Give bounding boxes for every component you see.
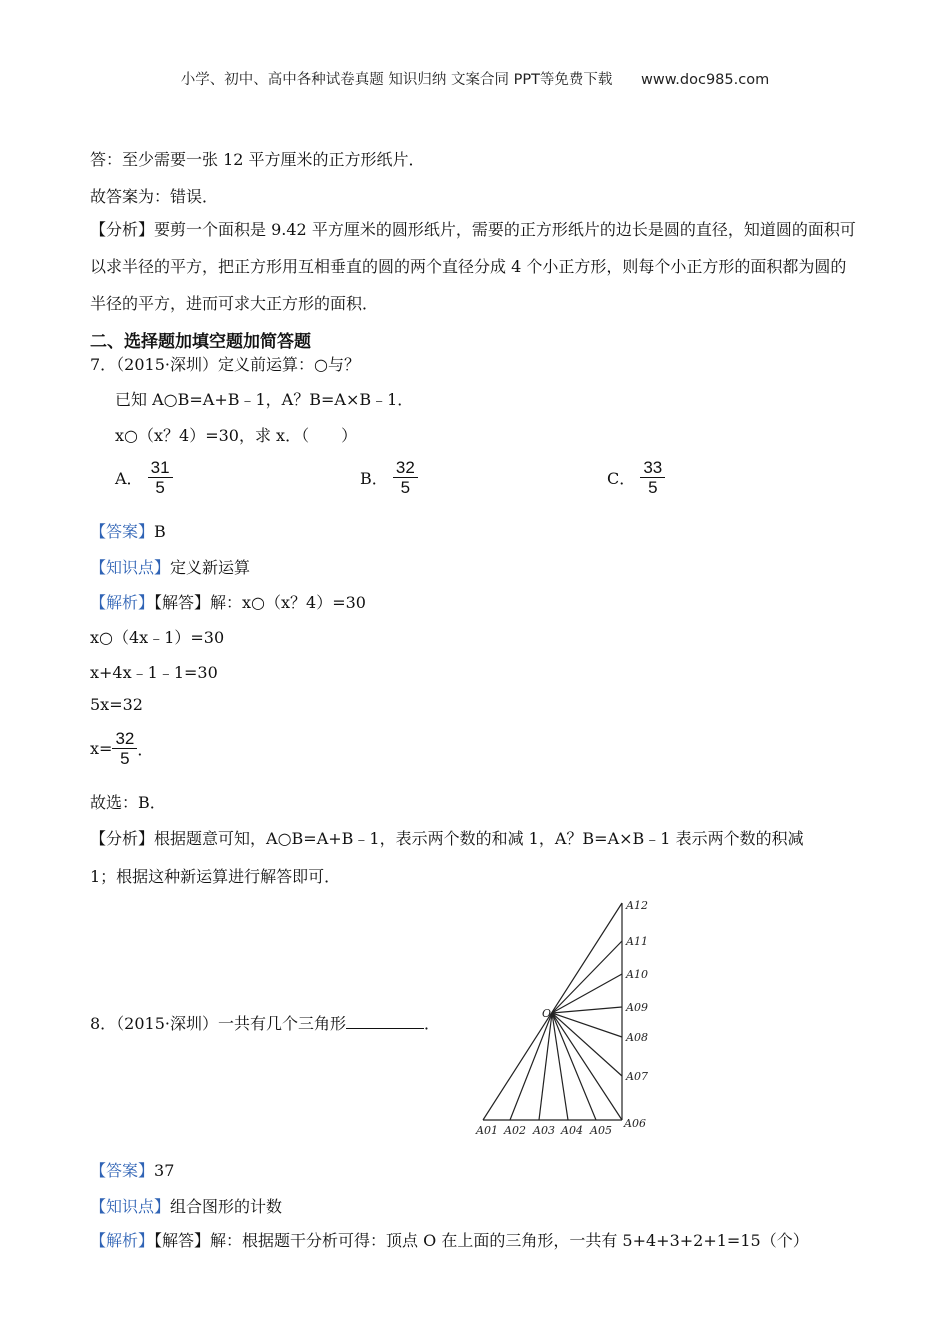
q7-option-b-label: B． xyxy=(360,469,388,488)
label-a01: A01 xyxy=(476,1124,498,1137)
q7-option-c-label: C． xyxy=(607,469,636,488)
q7-step-1: x○（4x﹣1）=30 xyxy=(90,628,225,647)
ray-o-a08 xyxy=(552,1013,622,1037)
label-a10: A10 xyxy=(626,968,648,981)
q7-given: 已知 A○B=A+B﹣1，A？B=A×B﹣1． xyxy=(115,390,414,409)
q7-option-a-label: A． xyxy=(115,469,143,488)
q7-result-den: 5 xyxy=(120,749,130,768)
q7-result xyxy=(90,729,153,768)
q7-analysis-tag: 【分析】 xyxy=(90,829,155,848)
q7-solution-line xyxy=(90,590,366,613)
q8-solution-line xyxy=(90,1228,809,1251)
q7-result-suffix: ． xyxy=(137,740,154,759)
ray-o-a04 xyxy=(552,1013,568,1120)
label-a09: A09 xyxy=(626,1001,648,1014)
q7-result-prefix: x= xyxy=(90,739,113,758)
label-a06: A06 xyxy=(624,1117,646,1130)
label-a03: A03 xyxy=(533,1124,555,1137)
prev-answer-line: 答：至少需要一张 12 平方厘米的正方形纸片． xyxy=(90,150,425,169)
q7-option-b-den: 5 xyxy=(400,478,411,497)
q8-jx-tag: 【解析】 xyxy=(90,1231,155,1250)
q7-option-a-num: 31 xyxy=(148,458,173,478)
q8-title-text: 8．（2015·深圳）一共有几个三角形 xyxy=(90,1014,346,1033)
prev-conclusion: 故答案为：错误． xyxy=(90,187,219,206)
prev-analysis-tag: 【分析】 xyxy=(90,220,155,239)
q7-step-2: x+4x﹣1﹣1=30 xyxy=(90,663,218,682)
q7-option-b-num: 32 xyxy=(393,458,418,478)
q7-choose: 故选：B． xyxy=(90,793,166,812)
ray-o-a10 xyxy=(552,974,622,1013)
q8-knowledge-point xyxy=(90,1194,282,1217)
q7-analysis-text-1: 根据题意可知，A○B=A+B﹣1，表示两个数的和减 1，A？B=A×B﹣1 表示两个数的积减 xyxy=(154,829,804,848)
q7-option-c[interactable] xyxy=(607,458,665,497)
q8-answer-value: 37 xyxy=(154,1161,175,1180)
q7-option-b[interactable] xyxy=(360,458,418,497)
q8-answer-blank[interactable] xyxy=(346,1014,424,1029)
label-a05: A05 xyxy=(590,1124,612,1137)
ray-o-a09 xyxy=(552,1007,622,1013)
q7-option-a-den: 5 xyxy=(155,478,165,497)
q8-answer-tag: 【答案】 xyxy=(90,1161,155,1180)
header-url[interactable]: www.doc985.com xyxy=(641,72,770,88)
q7-result-fraction xyxy=(112,729,137,768)
q8-kp-tag: 【知识点】 xyxy=(90,1197,171,1216)
q8-jd-tag: 【解答】 xyxy=(154,1231,211,1250)
q8-title xyxy=(90,1011,440,1034)
q8-triangle-figure xyxy=(462,893,662,1138)
q7-question: x○（x？4）=30，求 x．（ ） xyxy=(115,426,358,445)
label-a02: A02 xyxy=(504,1124,526,1137)
q7-jx-first: 解：x○（x？4）=30 xyxy=(210,593,366,612)
q8-answer xyxy=(90,1158,174,1181)
label-a07: A07 xyxy=(626,1070,648,1083)
q7-option-c-num: 33 xyxy=(640,458,665,478)
figure-lines xyxy=(483,903,622,1120)
label-a12: A12 xyxy=(626,899,648,912)
ray-o-a11 xyxy=(552,941,622,1013)
q7-jd-tag: 【解答】 xyxy=(154,593,211,612)
q7-answer-tag: 【答案】 xyxy=(90,522,155,541)
q8-title-end: ． xyxy=(424,1014,441,1033)
label-a04: A04 xyxy=(561,1124,583,1137)
q7-answer-value: B xyxy=(154,522,166,541)
q7-knowledge-point xyxy=(90,555,250,578)
q7-analysis-line-1 xyxy=(90,826,804,849)
label-a11: A11 xyxy=(626,935,648,948)
ray-o-a05 xyxy=(552,1013,596,1120)
label-o: O xyxy=(542,1007,552,1020)
q7-option-c-fraction xyxy=(640,458,665,497)
q7-result-num: 32 xyxy=(112,729,137,749)
q7-analysis-line-2: 1；根据这种新运算进行解答即可． xyxy=(90,867,341,886)
header-site-text: 小学、初中、高中各种试卷真题 知识归纳 文案合同 PPT等免费下载 xyxy=(180,72,613,88)
q7-kp-value: 定义新运算 xyxy=(170,558,251,577)
section-title: 二、选择题加填空题加简答题 xyxy=(90,332,311,352)
q7-option-a[interactable] xyxy=(115,458,173,497)
page-header xyxy=(0,68,950,89)
q7-title: 7．（2015·深圳）定义前运算：○与？ xyxy=(90,355,360,374)
q7-step-3: 5x=32 xyxy=(90,695,143,714)
q8-kp-value: 组合图形的计数 xyxy=(170,1197,283,1216)
q7-kp-tag: 【知识点】 xyxy=(90,558,171,577)
prev-analysis-text: 要剪一个面积是 9.42 平方厘米的圆形纸片，需要的正方形纸片的边长是圆的直径，知道圆的面积可以求半径的平方，把正方形用互相垂直的圆的两个直径分成 4 个小正方形，则每个小正方形的面积都为圆的半径的平方，进而可求大正方形的面积． xyxy=(90,220,856,313)
q7-jx-tag: 【解析】 xyxy=(90,593,155,612)
label-a08: A08 xyxy=(626,1031,648,1044)
q7-option-a-fraction xyxy=(148,458,173,497)
q7-option-c-den: 5 xyxy=(648,478,658,497)
q7-option-b-fraction xyxy=(393,458,418,497)
q7-answer xyxy=(90,519,166,542)
prev-analysis xyxy=(90,211,860,322)
q8-jx-text: 解：根据题干分析可得：顶点 O 在上面的三角形，一共有 5+4+3+2+1=15（个） xyxy=(210,1231,809,1250)
